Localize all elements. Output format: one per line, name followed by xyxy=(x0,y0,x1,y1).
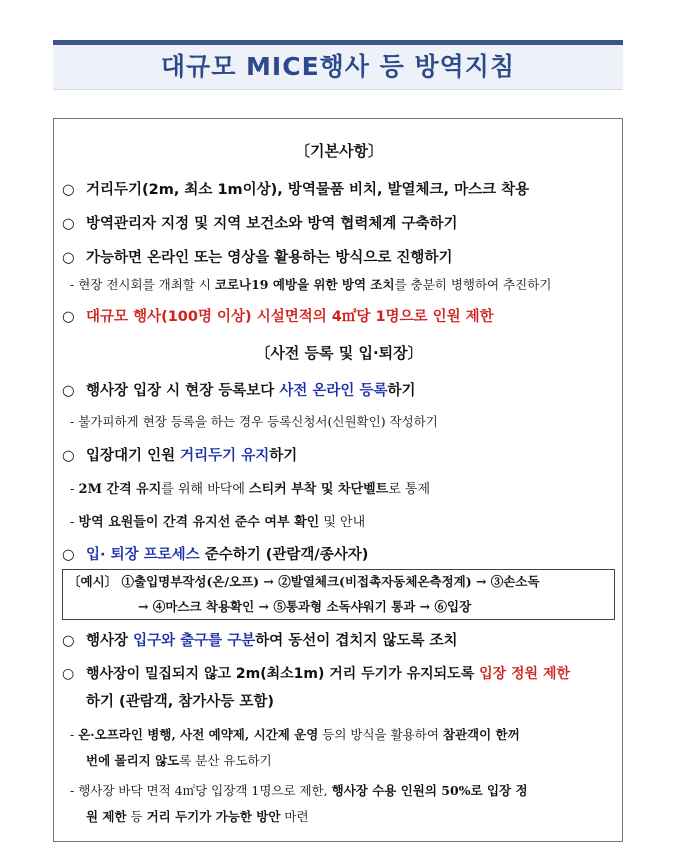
sub-item-reservation-cont: 번에 몰리지 않도록 분산 유도하기 xyxy=(86,753,272,768)
bullet-symbol: ○ xyxy=(62,383,75,399)
page-title: 대규모 MICE행사 등 방역지침 xyxy=(160,52,516,81)
sub-item-floor-area: - 행사장 바닥 면적 4㎡당 입장객 1명으로 제한, 행사장 수용 인원의 50%로 입장 정 xyxy=(70,783,528,798)
bullet-symbol: ○ xyxy=(62,633,75,649)
bullet-symbol: ○ xyxy=(62,182,75,198)
sub-item-onsite-register: - 불가피하게 현장 등록을 하는 경우 등록신청서(신원확인) 작성하기 xyxy=(70,414,438,429)
bullet-item-process: ○ 입· 퇴장 프로세스 준수하기 (관람객/종사자) xyxy=(62,547,369,563)
bullet-symbol: ○ xyxy=(62,216,75,232)
bullet-symbol: ○ xyxy=(62,448,75,464)
bullet-item-preregister: ○ 행사장 입장 시 현장 등록보다 사전 온라인 등록하기 xyxy=(62,383,416,399)
sub-item-floor-area-cont: 원 제한 등 거리 두기가 가능한 방안 마련 xyxy=(86,809,309,824)
bullet-item-capacity: ○ 대규모 행사(100명 이상) 시설면적의 4㎡당 1명으로 인원 제한 xyxy=(62,309,494,325)
bullet-symbol: ○ xyxy=(62,250,75,266)
bullet-item-online: ○ 가능하면 온라인 또는 영상을 활용하는 방식으로 진행하기 xyxy=(62,250,453,266)
bullet-item-entry-limit: ○ 행사장이 밀집되지 않고 2m(최소1m) 거리 두기가 유지되도록 입장 정원 제한 xyxy=(62,666,571,682)
sub-item-staff-check: - 방역 요원들이 간격 유지선 준수 여부 확인 및 안내 xyxy=(70,515,366,530)
section-header-basic: 〔기본사항〕 xyxy=(295,142,383,160)
sub-item-exhibition: - 현장 전시회를 개최할 시 코로나19 예방을 위한 방역 조치를 충분히 병행하여 추진하기 xyxy=(70,277,552,292)
bullet-item-distancing: ○ 거리두기(2m, 최소 1m이상), 방역물품 비치, 발열체크, 마스크 착용 xyxy=(62,182,530,198)
example-line-1: 〔예시〕 ①출입명부작성(온/오프) → ②발열체크(비접촉자동체온측정계) → ③손소독 xyxy=(68,574,540,589)
bullet-symbol: ○ xyxy=(62,547,75,563)
bullet-symbol: ○ xyxy=(62,309,75,325)
title-box xyxy=(53,45,623,90)
bullet-item-entry-limit-cont: 하기 (관람객, 참가사등 포함) xyxy=(86,694,274,710)
bullet-item-waiting: ○ 입장대기 인원 거리두기 유지하기 xyxy=(62,448,298,464)
bullet-item-entrance-exit: ○ 행사장 입구와 출구를 구분하여 동선이 겹치지 않도록 조치 xyxy=(62,633,458,649)
section-header-pre: 〔사전 등록 및 입·퇴장〕 xyxy=(255,344,423,362)
example-line-2: → ④마스크 착용확인 → ⑤통과형 소독샤워기 통과 → ⑥입장 xyxy=(138,599,472,614)
bullet-symbol: ○ xyxy=(62,666,75,682)
bullet-item-manager: ○ 방역관리자 지정 및 지역 보건소와 방역 협력체계 구축하기 xyxy=(62,216,458,232)
sub-item-floor-sticker: - 2M 간격 유지를 위해 바닥에 스티커 부착 및 차단벨트로 통제 xyxy=(70,482,431,497)
sub-item-reservation: - 온·오프라인 병행, 사전 예약제, 시간제 운영 등의 방식을 활용하여 참관객이 한꺼 xyxy=(70,727,520,742)
